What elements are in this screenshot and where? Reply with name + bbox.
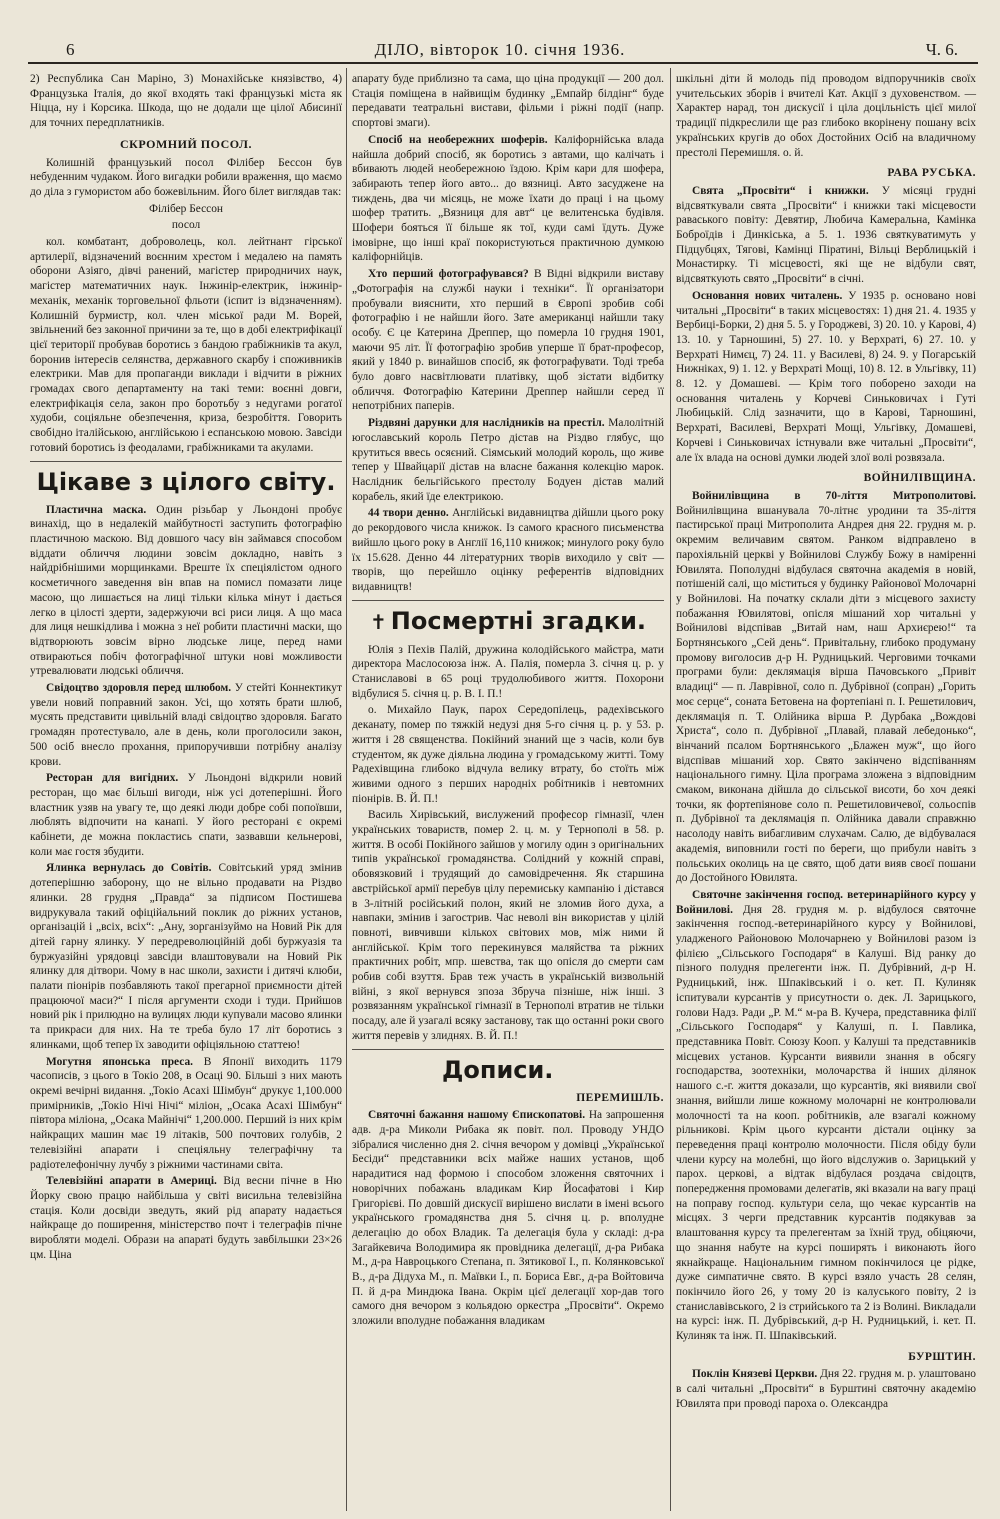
city-heading: ВОЙНИЛІВЩИНА. <box>863 472 976 485</box>
news-item-text: Совітський уряд змінив дотеперішню заборону, що не вільно продавати на Різдво ялинки. 28 грудня „Правда“ за підписом Постишева видрукувала такий офіційальний поклик до ріжних установ, організацій і „всіх, всіх“: „Ану, зорганізуймо на Новий Рік для дітей гарну ялинку. У передреволюційній добі буржуазія та буржуазійні урядовці завсіди влаштовували на Новий Рік ялинку для дітвори. Чому в нас школи, захисти і дитячі клюби, палати піонірів позбавляють такої прегарної приємности дітей працюючої маси?“ І після аргументи сходи і туди. Прийшов новий рік і прилюдно на вулицях люди купували масово ялинки та прикраси для них. На те треба було 17 літ боротись з ялинками, щоб тепер їх заводити офіціяльною статтею! <box>30 862 342 1051</box>
article-heading: СКРОМНИЙ ПОСОЛ. <box>120 136 252 151</box>
news-item-text: В Відні відкрили виставу „Фотографія на службі науки і техніки“. Її організатори пробували вияснити, хто перший в Європі зробив собі фотографію і не найшли його. Зате американці найшли таку особу. Є це Катерина Дреппер, що померла 10 грудня 1901, маючи 95 літ. Її фотографію зробив уперше її брат-професор, який у 1840 р. винайшов спосіб, як фотографувати. Тоді треба було довго насвітлювати платівку, щоб зістати відбитку обличчя. Фотографію Катерини Дреппер найшли серед її непотрібних паперів. <box>352 268 664 413</box>
news-item-title: Войнилівщина в 70-ліття Митрополитові. <box>692 489 976 502</box>
article-text: шкільні діти й молодь під проводом відпоручників своїх учительських зборів і вчителі Кат. Акції з духовенством. — Характер нарад, тон дискусії і ціла доцільність цієї милої традиції підкреслили ще раз глибоко вкорінену пошану всіх українських кругів до обох Достойних Осіб на владичному престолі Перемишля. о. й. <box>676 73 976 159</box>
separator <box>352 600 664 601</box>
card-name: Філібер Бессон <box>148 202 224 215</box>
column-1 <box>30 72 342 1264</box>
news-item <box>30 861 342 1052</box>
news-item <box>30 771 342 859</box>
article-text: апарату буде приблизно та сама, що ціна продукції — 200 дол. Стація поміщена в найвищім будинку „Емпайр білдінг“ буде передавати театральні вистави, фільми і ріжні події (напр. спортові змаги). <box>352 73 664 130</box>
news-item-title: Різдвяні дарунки для наслідників на престіл. <box>368 417 605 430</box>
news-item <box>352 1108 664 1329</box>
news-item-title: Святочне закінчення господ. ветеринарійного курсу у Войнилові. <box>676 888 976 916</box>
news-item-text: Дня 28. грудня м. р. відбулося святочне закінчення господ.-ветеринарійного курсу у Войнилові, уладженого Районовою Молочарнею у Войнилові разом із філією „Сільського Господаря“ в Калуші. Від ранку до пізного полудня прелегенти інж. П. Дубрівний, д-р Н. Рудницький, інж. Шпаківський і о. кет. П. Кулиняк іспитували курсантів у присутности о. дек. Л. Зарицького, голови Надз. Ради „Р. М.“ м-ра В. Кучера, представника філії „Сільського Господаря“ у Калуші, п. І. Павлика, представника Повіт. Союзу Кооп. у Калуші та представників місцевих установ. Курсанти виявили знання в обсягу господарства, зоотехніки, молочарства й інших ділянок нашого с.-г. життя доказали, що курсантів, які виявили свої знання, вийшли лише кожному молочарні не контролювали молочності та на кооп. робітників, але взагалі кожному рільникові. Крім цього курсанти дістали оцінку за переведення праці контролю молочности. Після обіду були члени курсу на молебні, що його відслужив о. Зарицький у пароx. церкові, а відтак відбулася роздача свідоцтв, попередження промовами делегатів, які вказали на вагу праці на поправу господ. культури села, що чекає курсантів на місцях. З черги представник курсантів подякував за влаштовання курсу та прелегентам за їхній труд, обіцяючи, що знання набуте на курсі поширять і виконають його якнайкраще. Національним гимном покінчилося це рідке, дуже симпатичне свято. В курсі взяло участь 28 селян, покінчило його 26, у тому 20 із калуського повіту, 2 із станиславівського, 2 із стрийського та 2 із Волині. Викладали на курсі: інж. П. Дубрівський, д-р Н. Рудницький, і. кет. П. Кулиняк та інж. П. Шпаківський. <box>676 903 976 1343</box>
news-item <box>676 289 976 465</box>
section-heading: Цікаве з цілого світу. <box>36 467 336 496</box>
news-item-text: У 1935 р. основано нові читальні „Просвіти“ в таких місцевостях: 1) дня 21. 4. 1935 у Вербиці-Борки, 2) дня 5. 5. у Городжеві, 3) 20. 10. у Карові, 4) 13. 10. у Тарношині, 5) 27. 10. у Верхраті, 6) 27. 10. у Верхраті Нимєц, 7) 24. 11. у Василеві, 8) 24. 9. у Погарській Нижніках, 9) 1. 12. у Верхраті Мощі, 10) 8. 12. в Ульгівку, 11) 8. 12. у Домашеві. — Крім того поборено заходи на основання читалень у Корчеві Синьковичах і Гуті Любицькій. Слід зазначити, що в Карові, Тарношині, Верхраті, Василеві, Верхраті Мощі, Ульгівку, Домашеві, Корчеві і Синьковичах істнували вже читальні „Просвіти“, але їх влада на основі думки людей злої волі розвязала. <box>676 289 977 464</box>
news-item-title: Телевізійні апарати в Америці. <box>46 1175 217 1188</box>
news-item-text: Малолітній югославський король Петро дістав на Різдво глябус, що крутиться ввесь осяєний. Сіямський молодий король, що живе тепер у Швайцарії дістав на власне бажання колекцію марок. Наслідник бельгійського престолу Бодуен дістав малий корабель, який їде електрикою. <box>352 417 664 503</box>
article-text: кол. комбатант, доброволець, кол. лейтнант гірської артилерії, відзначений воєнним хрестом і медалею на память оборони Азіяго, дівчі ранений, магістер природничих наук, магістер математичних наук. Інжинір-електрик, інжинір-механік, механік торговельної фльоти (іспит із відзначенням). Колишній бурмистр, кол. член міської ради М. Ворей, звільнений без законної причини за те, що в добі електрифікації цієї території пробував боротись з бандою грабіжників та акул, боронив інтересів селянства, державного скарбу і споживників електрики. Мав для пропаганди виклади і відчити в ріжних громадах свого департаменту на такі теми: воєнні довги, електрифікація села, закон про боротьбу з недугами рогатої худоби, соціяльне обезпечення, криза, безробіття. Говорить свобідно італійською, англійською і еспанською мовою. Завсіди готовий боротись із феодалами, грабіжниками та акулами. <box>30 236 342 454</box>
news-item-title: Святочні бажання нашому Єпископатові. <box>368 1109 586 1122</box>
city-heading: БУРШТИН. <box>908 1350 976 1363</box>
section-heading: Дописи. <box>442 1055 554 1084</box>
news-item-text: Каліфорнійська влада найшла добрий спосіб, як боротись з автами, що калічать і вбивають людей необережною їздою. Крім кари для шофера, забирають тепер його авто... до вязниці. Авто засуджене на тиждень, два чи місяць, не може їхати до праці і на цьому шофер тратить. „Вязниця для авт“ це велитенська будівля. Шофери бояться її більше як тої, куди самі їдуть. Дуже імовірне, що інші краї покористуються практичною думкою каліфорнійців. <box>352 133 664 264</box>
news-item-title: Основання нових читалень. <box>692 289 843 302</box>
news-item-title: Поклін Князеві Церкви. <box>692 1368 818 1381</box>
masthead-rule <box>28 62 978 64</box>
city-heading: РАВА РУСЬКА. <box>887 167 976 180</box>
news-item <box>676 888 976 1344</box>
news-item-title: Пластична маска. <box>46 503 147 516</box>
news-item-title: Хто перший фотографувався? <box>368 268 529 281</box>
news-item <box>352 416 664 504</box>
news-item-title: Свідоцтво здоровля перед шлюбом. <box>46 682 232 695</box>
news-item-text: Войнилівщина вшанувала 70-літнє уродини та 35-ліття пастирської праці Митрополита Андрея дня 22. грудня м. р. окремим величавим святом. Ранком відправлено в парохіяльній церкві у Войнилові Службу Божу в наміренні Ювилята. Пополудні відбулася святочна академія в новій, потішеній салі, що міститься у будинку Районової Молочарні у Войнилові. На початку склали діти з місцевого захисту побажання Ювилятові, опісля мішаний хор читальні у Войнилові відспівав „Витай нам, наш Архиєрею!“ та Бортнянського „Сей день“. Привітальну, глибоко продуману промову виголосив д-р Н. Рудницький. Черговими точками програми були: деклямація вірша Пачовського „Привіт владиці“ — п. Лаврівної, соло п. Дубрівної (сопран) „Горить моє серце“, соната Бетовена на фортепіані п. І. Решетилович, деклямація п. Т. Олійника вірша Р. Дурбака „Вождові Христа“, соло п. Дубрівної „Плавай, плавай лебедонько“, вінчаний псалом Бортнянського „Блажен муж“, що його відспівав мішаний хор. Свято закінчено відспіванням національного гимну. Ціла програма зложена з відповідним смаком, виконана дійшла до сільської висоти, бо хоч деякі точки, як фортепіянове соло п. Решетиловичевої, сольоспів п. Дубрівної та деклямація п. Олійника давали справжню насолоду навіть вибагливим слухачам. Салю, де відбувалася академія, виповнили гості по береги, що прибули навіть з польських околиць на це свято, щоб дати вияв своєї пошани до Достойного Ювилята. <box>676 504 976 885</box>
column-3 <box>676 72 976 1414</box>
news-item-text: Один різьбар у Льондоні пробує винахід, що в недалекій майбутності заступить фотографію пластичною маскою. Від довшого часу він займався способом віддати обличчя людини зовсім докладно, навіть з найдрібнішими морщинками. Вреште їх спеціялістом одного косметичного заведення він впав на помисл помазати лице масою, що лишається на лиці тільки кілька мінут і дається легко в цілості здерти, задержуючи всі риси лиця. А що маса для лиця нешкідлива і можна з неї робити пластичні маски, що відтворюють зовсім вірно людське лице, перед нами отвираються побіч фотографічної штуки нові можливости утревалювати людські обличчя. <box>30 503 342 678</box>
news-item-title: Ялинка вернулась до Совітів. <box>46 862 212 875</box>
news-item <box>30 1174 342 1262</box>
obituary-text: Юлія з Пехів Палій, дружина колодійського майстра, мати директора Маслосоюза інж. А. Палія, померла 3. січня ц. р. у Станиславові в 65 році трудолюбивого життя. Похорони відбулися 5. січня ц. р. В. І. П.! <box>352 643 664 700</box>
news-item-title: Свята „Просвіти“ і книжки. <box>692 184 869 197</box>
column-divider <box>346 68 347 1511</box>
news-item-text: Англійські видавництва дійшли цього року до рекордового числа книжок. Із самого красного письменства вийшло цього року в Англії 16,110 книжок; минулого року було їх 15.628. Денно 44 літературних творів виходило у світ — творів, що перейшло оцінку референтів відповідних видавництв! <box>352 507 664 593</box>
news-item <box>30 1055 342 1173</box>
news-item <box>30 503 342 679</box>
news-item <box>352 506 664 594</box>
news-item-text: Від весни пічне в Ню Йорку свою працю найбільша у світі висильна телевізійна стація. Коли досвіди зведуть, який рід апарату надається найкраще до поширення, міністерство почт і телеграфів пічне виробляти моделі. Образи на апараті будуть завбільшки 23×26 цм. Ціна <box>30 1175 342 1261</box>
news-item <box>676 184 976 287</box>
news-item-title: Спосіб на необережних шоферів. <box>368 133 548 146</box>
obituary-text: Василь Хирівський, вислужений професор гімназії, член українських товариств, помер 2. ц. м. у Тернополі в 58. р. життя. В особі Покійного зайшов у могилу один з оригінальних типів української громадянства. Солідний у кожній справі, обовязковий і трудящий до самовідречення. Як старшина австрійської армії перебув цілу перемиську кампанію і дістався в 3-літній російський полон, який не зломив його духа, а навпаки, змінив і загострив. Час неволі він використав у цілій повноті, вивчивши кількох світових мов, між ними й англійської. Крім того перекинувся маляйства та ріжних практичних робіт, мпр. шевства, так що опісля до смерти сам робив собі взуття. Брав теж участь в українській визвольній війні, з якої вернувся зпоза Збруча пізніше, ніж інші. З розвязанням української гімназії в Тернополі втратив не тільки посаду, але й узагалі всяку застанову, так що останні роки свого життя перевів у злиднях. В. Й. П.! <box>352 809 664 1042</box>
newspaper-title: ДІЛО, вівторок 10. січня 1936. <box>374 40 626 59</box>
news-item-text: У стейті Коннектикут увели новий поправний закон. Усі, що хотять брати шлюб, мусять представити цивільній владі свідоцтво здоровля. Багато громадян протестувало, але в день, коли проголосили закон, 500 осіб внесло прохання, припоручивши потрібну аналізу крови. <box>30 682 342 768</box>
masthead <box>26 38 974 60</box>
obituaries-heading: Посмертні згадки. <box>390 606 646 635</box>
section-heading <box>352 606 664 637</box>
news-item <box>676 1367 976 1411</box>
card-title: посол <box>171 219 201 232</box>
news-item-text: Дня 22. грудня м. р. улаштовано в салі читальні „Просвіти“ в Бурштині святочну академію Ювилята при проводі пароха о. Олександра <box>676 1368 976 1410</box>
news-item <box>352 133 664 265</box>
news-item-title: Ресторан для вигідних. <box>46 772 179 785</box>
column-2 <box>352 72 664 1331</box>
separator <box>352 1049 664 1050</box>
city-heading: ПЕРЕМИШЛЬ. <box>576 1091 664 1104</box>
article-text: 2) Республика Сан Маріно, 3) Монахійське князівство, 4) Французька Італія, до якої входять такі французькі міста як Ніцца, ну і Корсика. Шкода, що не додали ще цілої Абисинії для точних передплатників. <box>30 73 342 130</box>
issue-number: Ч. 6. <box>925 40 958 59</box>
news-item <box>676 489 976 886</box>
news-item <box>30 681 342 769</box>
news-item-text: У Льондоні відкрили новий ресторан, що має більші вигоди, ніж усі дотеперішні. Його властник узяв на увагу те, що деякі люди добре собі попоївши, люблять відпочити на канапі. У його ресторані є окремі кабінети, де можна покластись спати, зазвавши кельнерові, коли має гостя збудити. <box>30 772 342 858</box>
column-divider <box>670 68 671 1511</box>
cross-icon: ✝ <box>370 609 387 634</box>
news-item-text: В Японії виходить 1179 часописів, з цього в Токіо 208, в Осаці 90. Більші з них мають окремі вечірні видання. „Токіо Асахі Шімбун“ друкує 1,100.000 примірників, „Токіо Нічі Нічі“ міліон, „Осака Асахі Шімбун“ півтора міліона, „Осака Майнічі“ 1,200.000. Перший із них крім найкращих машин має 19 літаків, 500 почтових голубів, 2 телевізійні апарати і спеціяльну телеграфічну та радіотелефонічну лучбу з ріжними частинами світа. <box>30 1055 342 1171</box>
page-number: 6 <box>66 40 75 59</box>
article-text: Колишній французький посол Філібер Бессон був небуденним чудаком. Його вигадки робили враження, що маємо до діла з гумористом або божевільним. Його білет виглядав так: <box>30 156 342 198</box>
separator <box>30 461 342 462</box>
news-item-text: На запрошення адв. д-ра Миколи Рибака як повіт. пол. Проводу УНДО зібралися численно дня 2. січня вечором у домівці „Української Бесіди“ представники всіх майже наших установ, щоб нарадитися над формою і способом зложення святочних і новорічних побажань владикам Кир Йосафатові і Кир Григорієві. По довшій дискусії вирішено вислати в імені всього українського громадянства дня 5. січня ц. р. вполудне делегацію до обох Владик. Та делегація була у складі: д-ра Загайкевича Володимира як провідника делегації, д-ра Рибака М., д-ра Навроцького Степана, п. Зятикової І., п. Колянковської В., д-ра Дідуха М., п. Маївки І., п. Бориса Евг., д-ра Войтовича П. й д-ра Миндюка Івана. Окрім цієї делегації хор-дав того самого дня вечором з кольядою оркестра „Просвіти“. Окремо зложили вполудне побажання владикам <box>352 1109 664 1328</box>
obituary-text: о. Михайло Паук, парох Середопілець, радехівського деканату, помер по тяжкій недузі дня 5-го січня ц. р. у 53. р. життя і 28 священства. Покійний знаний ще з часів, коли був студентом, як дуже діяльна людина у громадському житті. Тому Радехівщина глибоко відчула велику втрату, бо стоїть між живими одного з перших народніх робітників і невтомних піонірів. В. Й. П.! <box>352 704 664 805</box>
news-item-title: 44 твори денно. <box>368 507 449 520</box>
news-item-text: У місяці грудні відсвяткували свята „Просвіти“ і книжки такі місцевости раваського повіту: Девятир, Любича Камеральна, Камінка Боброїдів і Динкіська, а 5. 1. 1936 святкуватимуть у Підцубцях, Тягові, Камінці Піратині, Вільці Верблицькій і Монастирку. Ті місцевості, які ще не відбули свят, відсвяткують свято „Просвіти“ в січні. <box>676 184 976 286</box>
news-item-title: Могутня японська преса. <box>46 1055 193 1068</box>
news-item <box>352 267 664 414</box>
